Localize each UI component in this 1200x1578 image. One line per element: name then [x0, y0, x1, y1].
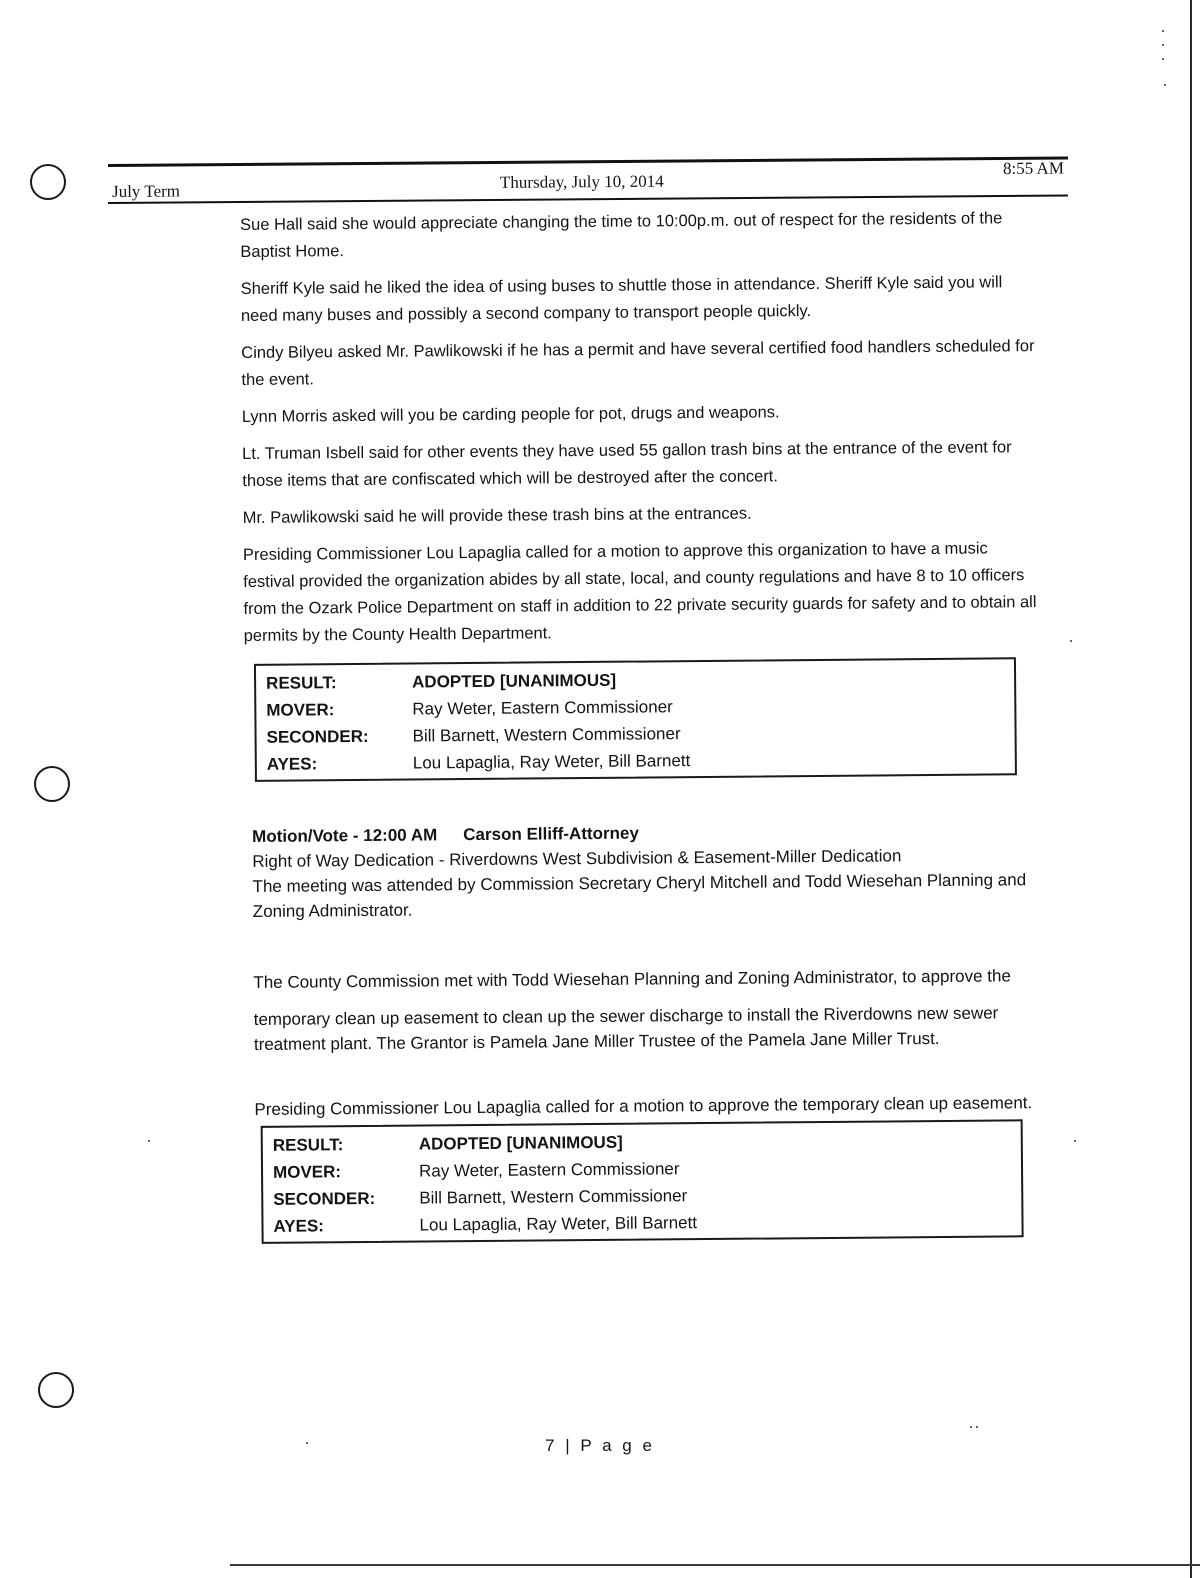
scan-speck	[1070, 640, 1072, 642]
scan-speck	[976, 1426, 978, 1428]
vote-label: RESULT:	[266, 673, 337, 693]
vote-label: RESULT:	[272, 1135, 344, 1155]
paragraph: Lt. Truman Isbell said for other events they have used 55 gallon trash bins at the entrance of the event for those items that are confiscated which will be destroyed after the concert.	[242, 438, 1012, 490]
vote-seconder: Bill Barnett, Western Commissioner	[419, 1186, 688, 1208]
vote-label: MOVER:	[272, 1162, 342, 1182]
motion-easement: temporary clean up easement to clean up the sewer discharge to install the Riverdowns new sewer treatment plant. The Grantor is Pamela Jane Miller Trustee of the Pamela Jane Miller Trust.	[253, 1003, 999, 1054]
vote-row-ayes	[267, 744, 1005, 777]
vote-mover: Ray Weter, Eastern Commissioner	[412, 697, 673, 719]
motion-call: Presiding Commissioner Lou Lapaglia called for a motion to approve the temporary clean up easement.	[254, 1093, 1033, 1119]
scan-speck	[1162, 30, 1164, 32]
scan-speck	[1162, 58, 1164, 60]
vote-result: ADOPTED [UNANIMOUS]	[412, 670, 617, 692]
term-label: July Term	[111, 181, 181, 201]
vote-seconder: Bill Barnett, Western Commissioner	[412, 724, 681, 746]
page-header	[108, 158, 1068, 201]
paragraph: Sue Hall said she would appreciate changing the time to 10:00p.m. out of respect for the residents of the Baptist Home.	[240, 209, 1003, 261]
motion-attendance: The meeting was attended by Commission Secretary Cheryl Mitchell and Todd Wiesehan Planning and Zoning Administrator.	[252, 870, 1027, 921]
vote-label: AYES:	[266, 754, 318, 774]
vote-label: AYES:	[273, 1216, 324, 1236]
vote-label: MOVER:	[266, 700, 335, 720]
paragraph: Sheriff Kyle said he liked the idea of using buses to shuttle those in attendance. Sheriff Kyle said you will need many buses and possibly a second company to transport people quickly.	[240, 273, 1003, 325]
motion-attorney: Carson Elliff-Attorney	[463, 823, 639, 845]
scan-speck	[1074, 1140, 1076, 1142]
vote-label: SECONDER:	[266, 726, 369, 747]
vote-label: SECONDER:	[273, 1188, 376, 1209]
meeting-time: 8:55 AM	[1002, 158, 1064, 178]
punch-hole	[30, 164, 66, 200]
minutes-body	[240, 205, 1045, 782]
page-number: 7 | P a g e	[545, 1436, 655, 1455]
motion-title: Motion/Vote - 12:00 AM	[252, 825, 438, 846]
motion-section	[252, 817, 1036, 1244]
paragraph: Mr. Pawlikowski said he will provide these trash bins at the entrances.	[242, 504, 752, 527]
punch-hole	[38, 1372, 74, 1408]
vote-result-box	[261, 1119, 1024, 1244]
paragraph: Lynn Morris asked will you be carding people for pot, drugs and weapons.	[241, 403, 780, 426]
punch-hole	[34, 766, 70, 802]
vote-row-ayes	[273, 1206, 1011, 1239]
paragraph: Presiding Commissioner Lou Lapaglia called for a motion to approve this organization to have a music festival provided the organization abides by all state, local, and county regulations and have 8 to 10 officers from the Ozark Police Department on staff in addition to 22 private security guards for safety and to obtain all permits by the County Health Department.	[242, 539, 1037, 645]
scan-edge-bottom	[230, 1564, 1200, 1566]
vote-result-box	[254, 657, 1017, 782]
vote-result: ADOPTED [UNANIMOUS]	[418, 1132, 623, 1154]
scan-speck	[970, 1426, 972, 1428]
motion-meeting: The County Commission met with Todd Wiesehan Planning and Zoning Administrator, to approve the	[253, 966, 1011, 992]
scan-speck	[1162, 44, 1164, 46]
paragraph: Cindy Bilyeu asked Mr. Pawlikowski if he has a permit and have several certified food handlers scheduled for the event.	[241, 337, 1035, 389]
scan-speck	[148, 1140, 150, 1142]
meeting-date: Thursday, July 10, 2014	[499, 171, 664, 192]
vote-ayes: Lou Lapaglia, Ray Weter, Bill Barnett	[412, 751, 691, 773]
scan-edge-right	[1190, 0, 1192, 1578]
scan-speck	[1164, 84, 1166, 86]
motion-subject: Right of Way Dedication - Riverdowns West Subdivision & Easement-Miller Dedication	[252, 846, 902, 871]
vote-mover: Ray Weter, Eastern Commissioner	[418, 1159, 680, 1181]
vote-ayes: Lou Lapaglia, Ray Weter, Bill Barnett	[419, 1213, 698, 1235]
